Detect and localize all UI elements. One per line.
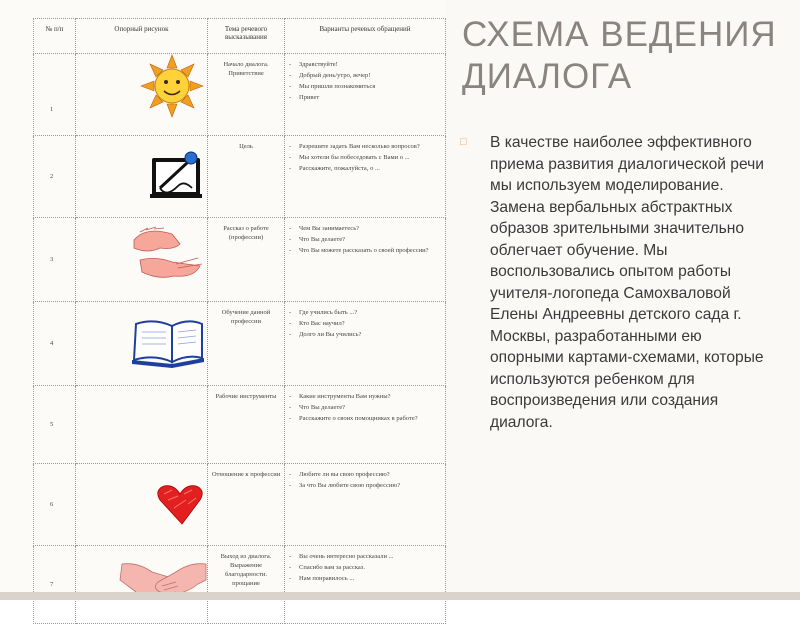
row-number: 7 <box>34 546 76 624</box>
sun-icon <box>76 54 208 132</box>
row-number: 3 <box>34 218 76 302</box>
header-topic: Тема речевого высказывания <box>208 19 285 54</box>
variant-item: - Привет <box>289 93 441 102</box>
dialog-scheme-table <box>33 18 446 624</box>
variant-item: - За что Вы любите свою профессию? <box>289 481 441 490</box>
variant-item: - Где учились быть ...? <box>289 308 441 317</box>
open-hands-icon <box>76 218 208 298</box>
row-topic: Выход из диалога. Выражение благодарности. прощание <box>208 546 285 624</box>
table-header-row <box>34 19 446 54</box>
book-icon <box>76 302 208 382</box>
variant-item: - Какие инструменты Вам нужны? <box>289 392 441 401</box>
bullet-icon: □ <box>460 136 467 148</box>
row-topic: Рабочие инструменты <box>208 386 285 464</box>
row-variants <box>285 218 445 255</box>
row-variants <box>285 302 445 339</box>
variant-item: - Чем Вы занимаетесь? <box>289 224 441 233</box>
variant-item: - Нам понравилось ... <box>289 574 441 583</box>
table-row <box>34 218 446 302</box>
variant-item: - Мы пришли познакомиться <box>289 82 441 91</box>
row-variants <box>285 386 445 423</box>
microphone-icon <box>76 136 208 214</box>
variant-item: - Спасибо вам за рассказ. <box>289 563 441 572</box>
variant-item: - Добрый день/утро, вечер! <box>289 71 441 80</box>
row-number: 4 <box>34 302 76 386</box>
header-number: № п/п <box>34 19 76 54</box>
row-topic: Начало диалога. Приветствие <box>208 54 285 136</box>
variant-item: - Что Вы можете рассказать о своей профессии? <box>289 246 441 255</box>
row-variants <box>285 464 445 490</box>
variant-item: - Вы очень интересно рассказали ... <box>289 552 441 561</box>
row-variants <box>285 136 445 173</box>
header-picture: Опорный рисунок <box>76 19 208 54</box>
heart-icon <box>76 464 208 542</box>
bottom-bar <box>0 592 800 600</box>
variant-item: - Кто Вас научил? <box>289 319 441 328</box>
row-number: 6 <box>34 464 76 546</box>
variant-item: - Любите ли вы свою профессию? <box>289 470 441 479</box>
paragraph: В качестве наиболее эффективного приема развития диалогической речи мы используем моделирование. Замена вербальных абстрактных образов зрительными значительно облегчает обучение. Мы воспользовались опытом работы учителя-логопеда Самохваловой Елены Андреевны детского сада г. Москвы, разработанными ею опорными картами-схемами, которые используются ребенком для воспроизведения или создания диалога. <box>490 134 764 431</box>
body-text <box>460 132 790 433</box>
row-number: 2 <box>34 136 76 218</box>
table-row <box>34 546 446 624</box>
variant-item: - Расскажите о своих помощниках в работе? <box>289 414 441 423</box>
variant-item: - Что Вы делаете? <box>289 235 441 244</box>
variant-item: - Здравствуйте! <box>289 60 441 69</box>
variant-item: - Разрешите задать Вам несколько вопросов? <box>289 142 441 151</box>
slide-title: СХЕМА ВЕДЕНИЯ ДИАЛОГА <box>462 15 777 96</box>
row-number: 1 <box>34 54 76 136</box>
row-topic: Обучение данной профессии <box>208 302 285 386</box>
row-topic: Цель <box>208 136 285 218</box>
table-row <box>34 302 446 386</box>
row-variants <box>285 546 445 583</box>
row-topic: Рассказ о работе (профессии) <box>208 218 285 302</box>
table-row <box>34 464 446 546</box>
row-number: 5 <box>34 386 76 464</box>
variant-item: - Мы хотели бы побеседовать с Вами о ... <box>289 153 441 162</box>
table-row <box>34 54 446 136</box>
table-row <box>34 386 446 464</box>
table-row <box>34 136 446 218</box>
row-variants <box>285 54 445 102</box>
variant-item: - Расскажите, пожалуйста, о ... <box>289 164 441 173</box>
variant-item: - Что Вы делаете? <box>289 403 441 412</box>
variant-item: - Долго ли Вы учились? <box>289 330 441 339</box>
row-topic: Отношение к профессии <box>208 464 285 546</box>
handshake-icon <box>76 546 208 620</box>
header-variants: Варианты речевых обращений <box>285 19 446 54</box>
